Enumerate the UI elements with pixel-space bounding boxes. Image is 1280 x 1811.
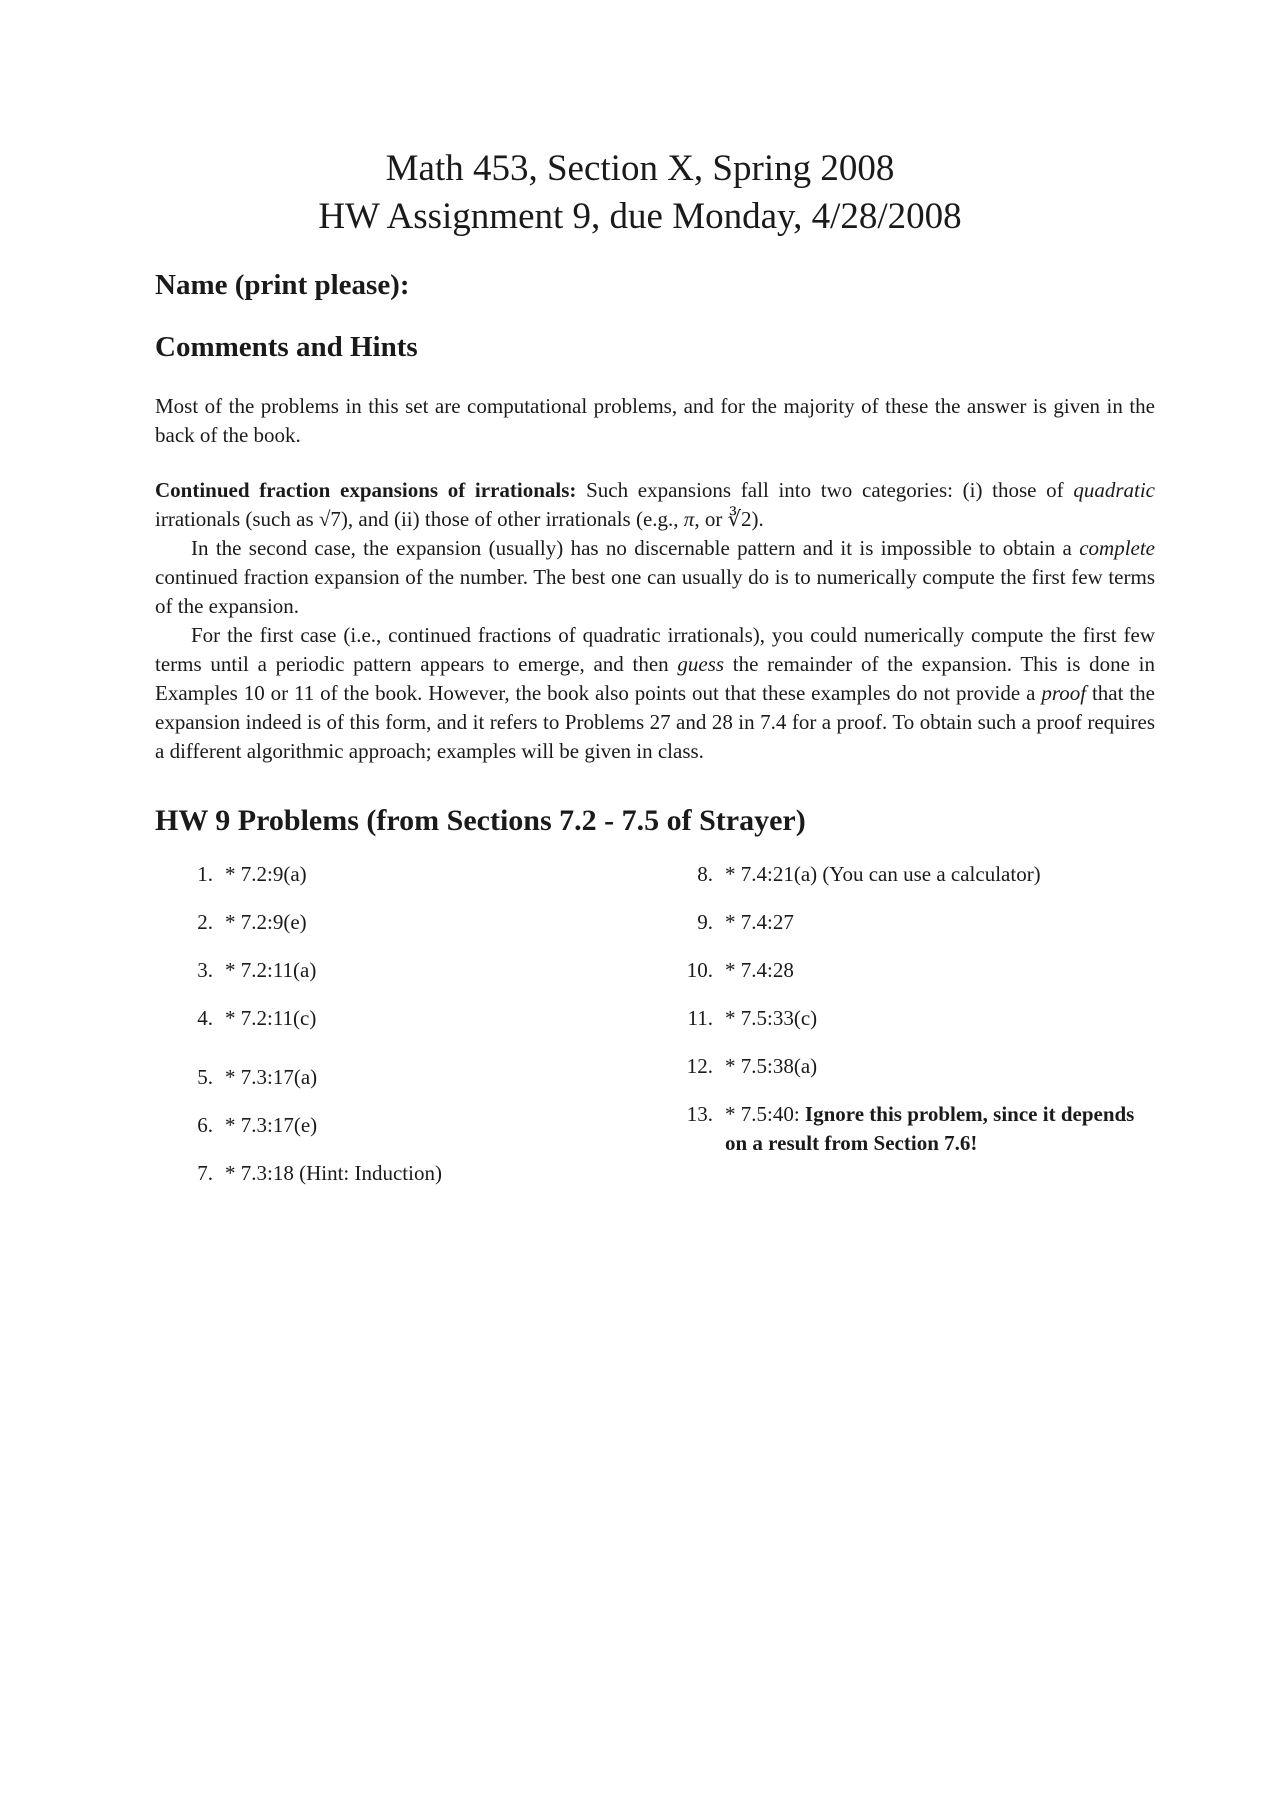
course-title: Math 453, Section X, Spring 2008: [385, 148, 895, 189]
problem-note-bold: Ignore this problem, since it depends on a result from Section 7.6!: [725, 1102, 1135, 1155]
problem-text: * 7.2:9(a): [225, 862, 307, 886]
document-body: [155, 268, 1155, 1207]
assignment-title: HW Assignment 9, due Monday, 4/28/2008: [318, 196, 962, 237]
problem-number: 11.: [687, 1006, 713, 1030]
problem-text: * 7.2:9(e): [225, 910, 307, 934]
problem-number: 4.: [197, 1006, 213, 1030]
document-title: [0, 145, 1280, 241]
problem-item: [155, 860, 655, 889]
problem-text: * 7.4:27: [725, 910, 794, 934]
problem-number: 2.: [197, 910, 213, 934]
problem-text-plain: * 7.5:40:: [725, 1102, 805, 1126]
intro-paragraph: Most of the problems in this set are computational problems, and for the majority of these the answer is given in the back of the book.: [155, 394, 1155, 447]
problem-number: 10.: [686, 958, 713, 982]
problem-text: * 7.3:18 (Hint: Induction): [225, 1161, 442, 1185]
problem-item: [655, 860, 1155, 889]
problem-item: [155, 1159, 655, 1188]
problem-text: * 7.4:21(a) (You can use a calculator): [725, 862, 1041, 886]
problem-text: * 7.3:17(e): [225, 1113, 318, 1137]
problem-number: 1.: [197, 862, 213, 886]
problem-number: 13.: [686, 1102, 713, 1126]
first-case-proof: proof: [1041, 681, 1087, 705]
problem-item: [155, 1063, 655, 1092]
continued-fraction-paragraph: [155, 476, 1155, 534]
problem-item: [155, 1111, 655, 1140]
problem-item: [155, 956, 655, 985]
second-case-paragraph: [155, 534, 1155, 621]
second-case-text-b: continued fraction expansion of the number. The best one can usually do is to numerically compute the first few terms of the expansion.: [155, 565, 1155, 618]
first-case-paragraph: [155, 621, 1155, 766]
problem-item: [655, 1052, 1155, 1081]
problem-item: [655, 1004, 1155, 1033]
first-case-guess: guess: [677, 652, 725, 676]
problem-number: 12.: [686, 1054, 713, 1078]
problem-item: [655, 1100, 1155, 1158]
cf-pi: π: [683, 507, 695, 531]
problem-number: 6.: [197, 1113, 213, 1137]
second-case-complete: complete: [1079, 536, 1155, 560]
problem-text: * 7.4:28: [725, 958, 794, 982]
comments-heading: Comments and Hints: [155, 331, 418, 363]
problem-number: 3.: [197, 958, 213, 982]
problem-number: 9.: [697, 910, 713, 934]
problem-text: * 7.2:11(c): [225, 1006, 317, 1030]
problem-number: 5.: [197, 1065, 213, 1089]
problem-text: * 7.5:33(c): [725, 1006, 818, 1030]
problems-heading: HW 9 Problems (from Sections 7.2 - 7.5 of Strayer): [155, 804, 806, 837]
cf-text-3: , or ∛2).: [694, 507, 764, 531]
problem-item: [655, 908, 1155, 937]
problem-text: * 7.5:38(a): [725, 1054, 818, 1078]
problem-text: * 7.3:17(a): [225, 1065, 318, 1089]
problem-column-right: [655, 860, 1155, 1207]
name-heading: Name (print please):: [155, 269, 410, 301]
problem-list: [155, 860, 1155, 1207]
cf-text-1: Such expansions fall into two categories: (i) those of: [576, 478, 1074, 502]
cf-text-2: irrationals (such as √7), and (ii) those of other irrationals (e.g.,: [155, 507, 684, 531]
problem-text: [725, 1100, 1155, 1158]
continued-fraction-lead: Continued fraction expansions of irrationals:: [155, 478, 577, 502]
cf-quadratic: quadratic: [1073, 478, 1155, 502]
first-case-text-c: that the expansion indeed is of this form, and it refers to Problems 27 and 28 in 7.4 for a proof. To obtain such a proof requires a different algorithmic approach; examples will be given in class.: [155, 681, 1156, 763]
problem-item: [155, 1004, 655, 1033]
problem-number: 7.: [197, 1161, 213, 1185]
problem-item: [655, 956, 1155, 985]
problem-number: 8.: [697, 862, 713, 886]
problem-item: [155, 908, 655, 937]
second-case-text-a: In the second case, the expansion (usually) has no discernable pattern and it is impossible to obtain a: [191, 536, 1080, 560]
first-case-text-b: the remainder of the expansion. This is done in Examples 10 or 11 of the book. However, the book also points out that these examples do not provide a: [155, 652, 1156, 705]
problem-column-left: [155, 860, 655, 1207]
problem-text: * 7.2:11(a): [225, 958, 317, 982]
first-case-text-a: For the first case (i.e., continued fractions of quadratic irrationals), you could numerically compute the first few terms until a periodic pattern appears to emerge, and then: [155, 623, 1155, 676]
